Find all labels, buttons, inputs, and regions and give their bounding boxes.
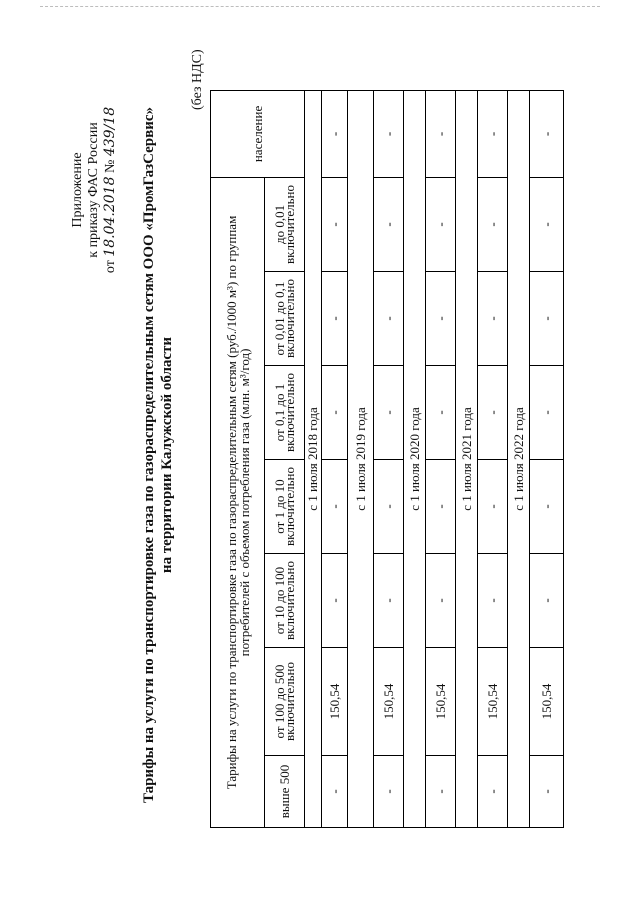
table-cell: - bbox=[322, 272, 348, 366]
table-cell: - bbox=[426, 90, 456, 177]
table-cell: - bbox=[478, 177, 508, 271]
table-cell: - bbox=[530, 366, 564, 460]
table-cell: - bbox=[374, 272, 404, 366]
table-cell: - bbox=[426, 177, 456, 271]
order-number: 439/18 bbox=[102, 106, 118, 157]
period-row: с 1 июля 2022 года bbox=[508, 90, 530, 827]
table-cell: - bbox=[426, 272, 456, 366]
table-cell: - bbox=[322, 460, 348, 554]
column-header: от 100 до 500 включительно bbox=[265, 648, 305, 756]
table-cell: - bbox=[530, 756, 564, 828]
table-cell: - bbox=[478, 366, 508, 460]
table-cell: - bbox=[374, 756, 404, 828]
table-cell: 150,54 bbox=[478, 648, 508, 756]
table-cell: - bbox=[426, 554, 456, 648]
order-date: 18.04.2018 bbox=[102, 176, 118, 257]
column-header: от 0,01 до 0,1 включительно bbox=[265, 272, 305, 366]
title-line-1: Тарифы на услуги по транспортировке газа по газораспределительным сетям ООО «ПромГазСервис» bbox=[141, 106, 157, 804]
table-cell: - bbox=[426, 460, 456, 554]
table-cell: 150,54 bbox=[426, 648, 456, 756]
table-cell: - bbox=[374, 460, 404, 554]
appendix-date-line: от 18.04.2018 № 439/18 bbox=[102, 106, 118, 274]
table-cell: - bbox=[322, 554, 348, 648]
table-cell: - bbox=[530, 272, 564, 366]
column-header: до 0,01 включительно bbox=[265, 177, 305, 271]
table-cell: - bbox=[530, 460, 564, 554]
column-header: население bbox=[211, 90, 305, 177]
period-row: с 1 июля 2019 года bbox=[348, 90, 374, 827]
column-header: от 0,1 до 1 включительно bbox=[265, 366, 305, 460]
period-row: с 1 июля 2018 года bbox=[305, 90, 322, 827]
title-line-2: на территории Калужской области bbox=[159, 336, 175, 574]
table-cell: - bbox=[478, 460, 508, 554]
period-row: с 1 июля 2021 года bbox=[456, 90, 478, 827]
table-cell: - bbox=[530, 90, 564, 177]
table-cell: 150,54 bbox=[374, 648, 404, 756]
appendix-title: Приложение bbox=[70, 152, 85, 228]
table-header: Тарифы на услуги по транспортировке газа по газораспределительным сетям (руб./1000 м³) по группам потребителей с объемом потребления газа (млн. м³/год) bbox=[211, 177, 265, 827]
table-cell: - bbox=[374, 177, 404, 271]
table-cell: - bbox=[478, 272, 508, 366]
vat-note: (без НДС) bbox=[190, 49, 205, 110]
table-cell: - bbox=[322, 756, 348, 828]
column-header: от 10 до 100 включительно bbox=[265, 554, 305, 648]
table-cell: - bbox=[478, 554, 508, 648]
column-header: выше 500 bbox=[265, 756, 305, 828]
table-cell: - bbox=[322, 90, 348, 177]
table-cell: - bbox=[426, 756, 456, 828]
table-cell: 150,54 bbox=[322, 648, 348, 756]
table-cell: - bbox=[426, 366, 456, 460]
tariff-table bbox=[210, 90, 564, 828]
document-title bbox=[140, 25, 176, 885]
table-cell: - bbox=[478, 90, 508, 177]
table-cell: - bbox=[374, 554, 404, 648]
table-cell: - bbox=[478, 756, 508, 828]
table-cell: - bbox=[530, 177, 564, 271]
table-cell: - bbox=[322, 366, 348, 460]
column-header: от 1 до 10 включительно bbox=[265, 460, 305, 554]
period-row: с 1 июля 2020 года bbox=[404, 90, 426, 827]
appendix-block bbox=[70, 100, 119, 280]
table-cell: - bbox=[374, 366, 404, 460]
table-cell: - bbox=[322, 177, 348, 271]
appendix-order: к приказу ФАС России bbox=[86, 122, 101, 258]
table-cell: - bbox=[530, 554, 564, 648]
table-cell: 150,54 bbox=[530, 648, 564, 756]
table-cell: - bbox=[374, 90, 404, 177]
